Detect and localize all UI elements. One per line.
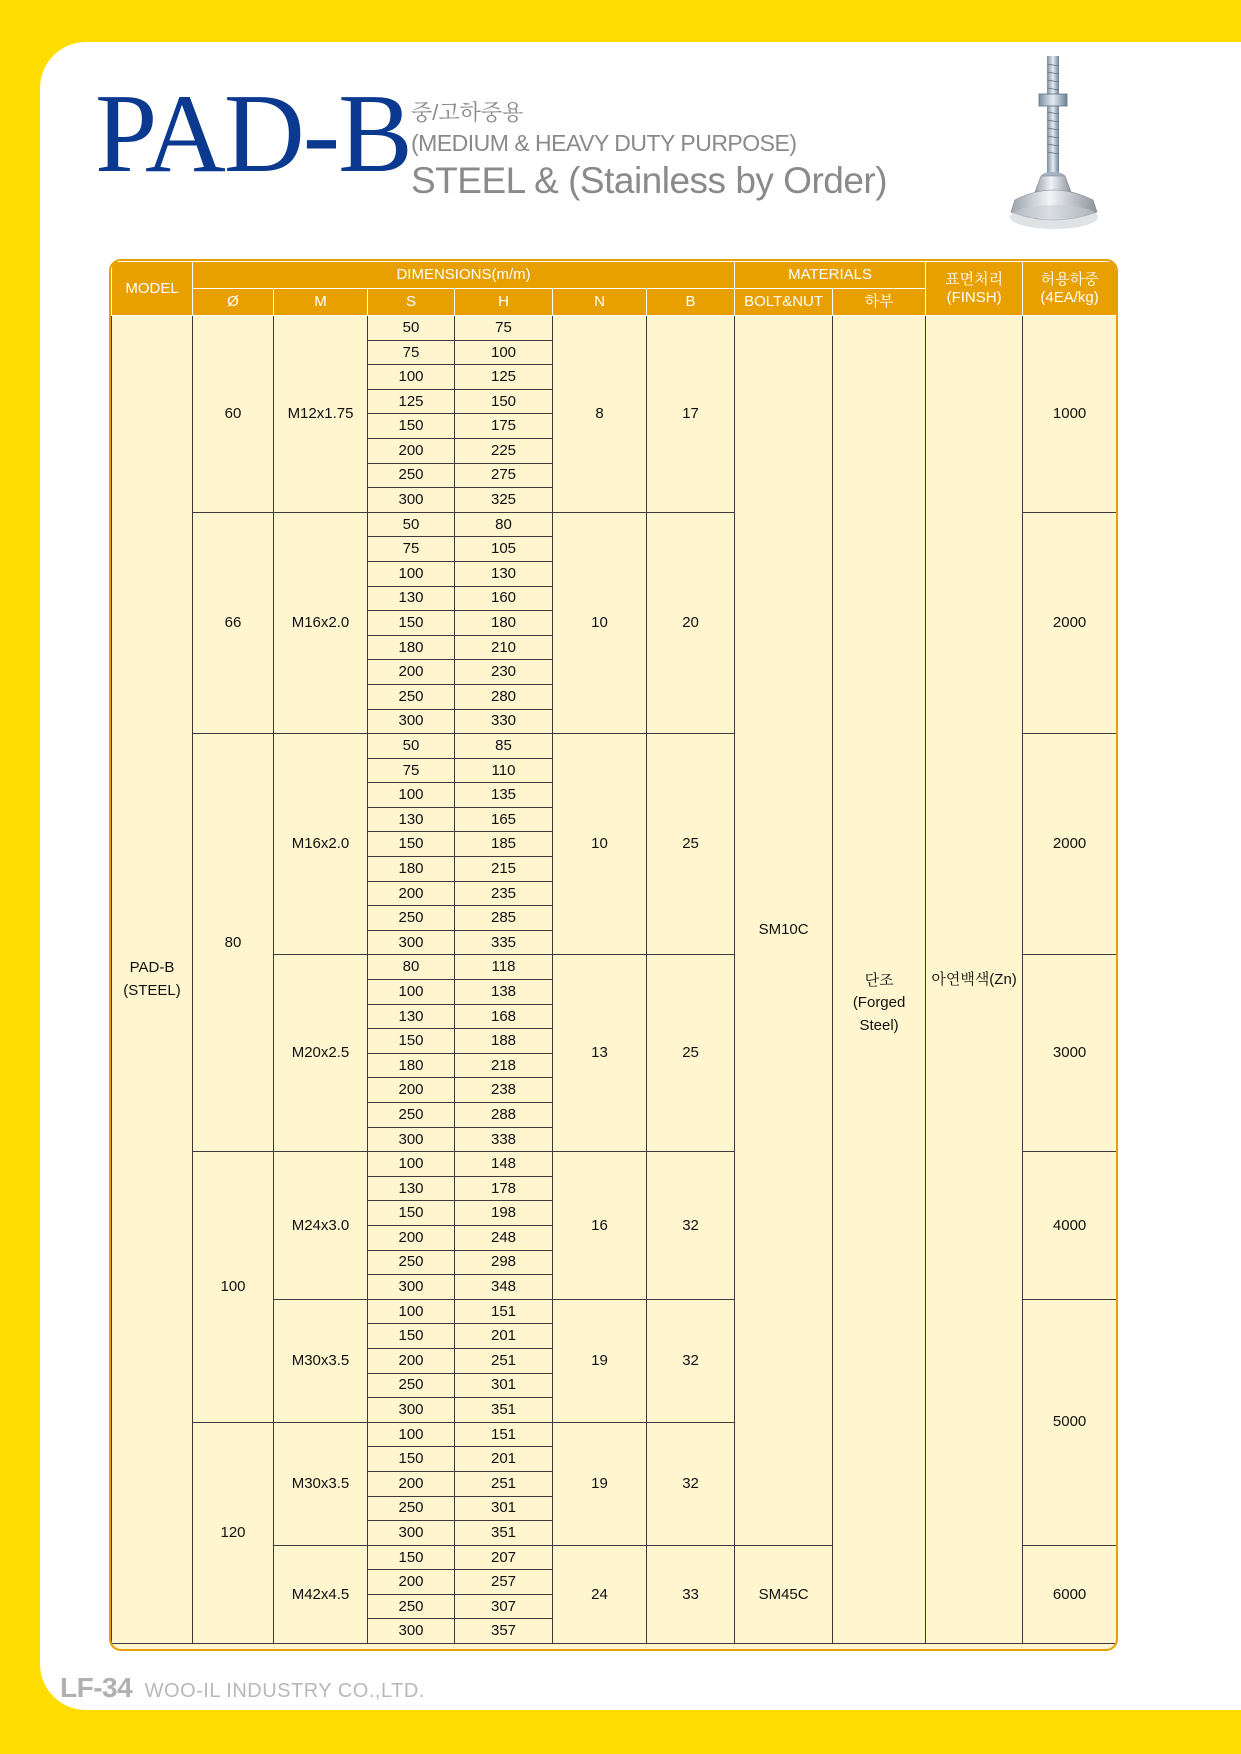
- h-cell: 251: [455, 1348, 553, 1373]
- b-cell: 32: [647, 1422, 735, 1545]
- h-cell: 160: [455, 586, 553, 611]
- load-cell: 1000: [1023, 316, 1117, 513]
- subtitle-korean: 중/고하중용: [411, 100, 524, 125]
- h-cell: 348: [455, 1275, 553, 1300]
- s-cell: 200: [368, 1348, 455, 1373]
- h-cell: 230: [455, 660, 553, 685]
- s-cell: 100: [368, 980, 455, 1005]
- s-cell: 300: [368, 1275, 455, 1300]
- leveling-pad-image: [1005, 52, 1105, 242]
- h-cell: 130: [455, 561, 553, 586]
- s-cell: 300: [368, 1398, 455, 1423]
- finish-cell: 아연백색(Zn): [926, 316, 1023, 1644]
- b-cell: 20: [647, 512, 735, 733]
- header-lower: 하부: [833, 289, 926, 316]
- s-cell: 50: [368, 734, 455, 759]
- s-cell: 250: [368, 1594, 455, 1619]
- diameter-cell: 60: [193, 316, 274, 513]
- h-cell: 125: [455, 365, 553, 390]
- s-cell: 200: [368, 660, 455, 685]
- header-b: B: [647, 289, 735, 316]
- s-cell: 250: [368, 1250, 455, 1275]
- s-cell: 80: [368, 955, 455, 980]
- s-cell: 250: [368, 1373, 455, 1398]
- h-cell: 138: [455, 980, 553, 1005]
- s-cell: 180: [368, 635, 455, 660]
- s-cell: 130: [368, 586, 455, 611]
- h-cell: 215: [455, 857, 553, 882]
- h-cell: 238: [455, 1078, 553, 1103]
- h-cell: 218: [455, 1053, 553, 1078]
- header-d: Ø: [193, 289, 274, 316]
- header-finish-korean: 표면처리: [945, 270, 1004, 288]
- s-cell: 150: [368, 1545, 455, 1570]
- s-cell: 150: [368, 1201, 455, 1226]
- page-code: LF-34: [60, 1672, 133, 1703]
- s-cell: 150: [368, 1029, 455, 1054]
- h-cell: 225: [455, 438, 553, 463]
- load-cell: 6000: [1023, 1545, 1117, 1643]
- s-cell: 130: [368, 1004, 455, 1029]
- h-cell: 201: [455, 1324, 553, 1349]
- n-cell: 10: [553, 734, 647, 955]
- h-cell: 351: [455, 1521, 553, 1546]
- h-cell: 165: [455, 807, 553, 832]
- table-body: [112, 316, 1117, 1644]
- h-cell: 100: [455, 340, 553, 365]
- s-cell: 300: [368, 1127, 455, 1152]
- s-cell: 180: [368, 857, 455, 882]
- h-cell: 307: [455, 1594, 553, 1619]
- header-load: [1023, 262, 1117, 316]
- h-cell: 175: [455, 414, 553, 439]
- s-cell: 50: [368, 316, 455, 341]
- thread-cell: M12x1.75: [274, 316, 368, 513]
- h-cell: 207: [455, 1545, 553, 1570]
- s-cell: 75: [368, 758, 455, 783]
- company-name: WOO-IL INDUSTRY CO.,LTD.: [144, 1680, 425, 1702]
- h-cell: 325: [455, 488, 553, 513]
- n-cell: 8: [553, 316, 647, 513]
- thread-cell: M42x4.5: [274, 1545, 368, 1643]
- n-cell: 13: [553, 955, 647, 1152]
- h-cell: 110: [455, 758, 553, 783]
- diameter-cell: 100: [193, 1152, 274, 1423]
- header-load-korean: 허용하중: [1040, 270, 1099, 288]
- h-cell: 275: [455, 463, 553, 488]
- s-cell: 250: [368, 1103, 455, 1128]
- subtitle-purpose: (MEDIUM & HEAVY DUTY PURPOSE): [411, 130, 797, 156]
- h-cell: 288: [455, 1103, 553, 1128]
- n-cell: 19: [553, 1299, 647, 1422]
- thread-cell: M24x3.0: [274, 1152, 368, 1300]
- s-cell: 200: [368, 438, 455, 463]
- header-m: M: [274, 289, 368, 316]
- header-h: H: [455, 289, 553, 316]
- h-cell: 118: [455, 955, 553, 980]
- h-cell: 257: [455, 1570, 553, 1595]
- h-cell: 198: [455, 1201, 553, 1226]
- header-dimensions: DIMENSIONS(m/m): [193, 262, 735, 289]
- header-n: N: [553, 289, 647, 316]
- header-bolt-nut: BOLT&NUT: [735, 289, 833, 316]
- s-cell: 250: [368, 906, 455, 931]
- s-cell: 50: [368, 512, 455, 537]
- s-cell: 130: [368, 807, 455, 832]
- s-cell: 200: [368, 1078, 455, 1103]
- s-cell: 100: [368, 365, 455, 390]
- n-cell: 10: [553, 512, 647, 733]
- s-cell: 100: [368, 1152, 455, 1177]
- h-cell: 168: [455, 1004, 553, 1029]
- b-cell: 25: [647, 734, 735, 955]
- h-cell: 188: [455, 1029, 553, 1054]
- s-cell: 200: [368, 1225, 455, 1250]
- bolt-nut-cell: SM10C: [735, 316, 833, 1546]
- header-materials: MATERIALS: [735, 262, 926, 289]
- s-cell: 250: [368, 684, 455, 709]
- header-finish-english: (FINSH): [946, 288, 1002, 306]
- header-finish: [926, 262, 1023, 316]
- load-cell: 2000: [1023, 734, 1117, 955]
- h-cell: 135: [455, 783, 553, 808]
- h-cell: 251: [455, 1471, 553, 1496]
- h-cell: 148: [455, 1152, 553, 1177]
- lower-material-cell-line: Steel): [859, 1016, 899, 1034]
- lower-material-cell-line: 단조: [864, 971, 894, 989]
- h-cell: 285: [455, 906, 553, 931]
- s-cell: 125: [368, 389, 455, 414]
- s-cell: 75: [368, 537, 455, 562]
- b-cell: 33: [647, 1545, 735, 1643]
- h-cell: 338: [455, 1127, 553, 1152]
- diameter-cell: 120: [193, 1422, 274, 1643]
- h-cell: 357: [455, 1619, 553, 1644]
- load-cell: 4000: [1023, 1152, 1117, 1300]
- load-cell: 3000: [1023, 955, 1117, 1152]
- h-cell: 301: [455, 1496, 553, 1521]
- s-cell: 75: [368, 340, 455, 365]
- s-cell: 100: [368, 561, 455, 586]
- h-cell: 330: [455, 709, 553, 734]
- load-cell: 5000: [1023, 1299, 1117, 1545]
- h-cell: 210: [455, 635, 553, 660]
- h-cell: 248: [455, 1225, 553, 1250]
- specification-table-panel: [109, 259, 1118, 1651]
- h-cell: 185: [455, 832, 553, 857]
- h-cell: 351: [455, 1398, 553, 1423]
- s-cell: 150: [368, 611, 455, 636]
- h-cell: 201: [455, 1447, 553, 1472]
- s-cell: 200: [368, 1570, 455, 1595]
- diameter-cell: 66: [193, 512, 274, 733]
- table-row: [112, 316, 1117, 341]
- s-cell: 300: [368, 1521, 455, 1546]
- header-model: MODEL: [112, 262, 193, 316]
- header-load-unit: (4EA/kg): [1040, 288, 1099, 306]
- h-cell: 178: [455, 1176, 553, 1201]
- s-cell: 100: [368, 1299, 455, 1324]
- h-cell: 235: [455, 881, 553, 906]
- s-cell: 200: [368, 1471, 455, 1496]
- page-title: PAD-B: [95, 72, 411, 196]
- s-cell: 150: [368, 1324, 455, 1349]
- s-cell: 250: [368, 463, 455, 488]
- h-cell: 301: [455, 1373, 553, 1398]
- thread-cell: M16x2.0: [274, 512, 368, 733]
- s-cell: 150: [368, 414, 455, 439]
- bolt-nut-cell: SM45C: [735, 1545, 833, 1643]
- model-cell: [112, 316, 193, 1644]
- s-cell: 300: [368, 709, 455, 734]
- b-cell: 32: [647, 1299, 735, 1422]
- lower-material-cell: [833, 316, 926, 1644]
- thread-cell: M30x3.5: [274, 1422, 368, 1545]
- h-cell: 85: [455, 734, 553, 759]
- b-cell: 17: [647, 316, 735, 513]
- s-cell: 150: [368, 1447, 455, 1472]
- lower-material-cell-line: (Forged: [852, 994, 906, 1012]
- footer: [60, 1672, 425, 1704]
- subtitle-material: STEEL & (Stainless by Order): [411, 160, 888, 201]
- n-cell: 19: [553, 1422, 647, 1545]
- header-s: S: [368, 289, 455, 316]
- thread-cell: M20x2.5: [274, 955, 368, 1152]
- model-cell-line: PAD-B: [129, 959, 175, 977]
- s-cell: 130: [368, 1176, 455, 1201]
- diameter-cell: 80: [193, 734, 274, 1152]
- h-cell: 80: [455, 512, 553, 537]
- s-cell: 250: [368, 1496, 455, 1521]
- h-cell: 298: [455, 1250, 553, 1275]
- thread-cell: M30x3.5: [274, 1299, 368, 1422]
- h-cell: 151: [455, 1299, 553, 1324]
- h-cell: 335: [455, 930, 553, 955]
- s-cell: 100: [368, 783, 455, 808]
- n-cell: 16: [553, 1152, 647, 1300]
- s-cell: 300: [368, 930, 455, 955]
- s-cell: 300: [368, 488, 455, 513]
- thread-cell: M16x2.0: [274, 734, 368, 955]
- b-cell: 25: [647, 955, 735, 1152]
- load-cell: 2000: [1023, 512, 1117, 733]
- specification-table: [111, 261, 1117, 1644]
- s-cell: 100: [368, 1422, 455, 1447]
- h-cell: 151: [455, 1422, 553, 1447]
- s-cell: 180: [368, 1053, 455, 1078]
- h-cell: 75: [455, 316, 553, 341]
- h-cell: 280: [455, 684, 553, 709]
- s-cell: 200: [368, 881, 455, 906]
- h-cell: 150: [455, 389, 553, 414]
- model-cell-line: (STEEL): [123, 981, 181, 999]
- h-cell: 105: [455, 537, 553, 562]
- s-cell: 300: [368, 1619, 455, 1644]
- n-cell: 24: [553, 1545, 647, 1643]
- s-cell: 150: [368, 832, 455, 857]
- h-cell: 180: [455, 611, 553, 636]
- b-cell: 32: [647, 1152, 735, 1300]
